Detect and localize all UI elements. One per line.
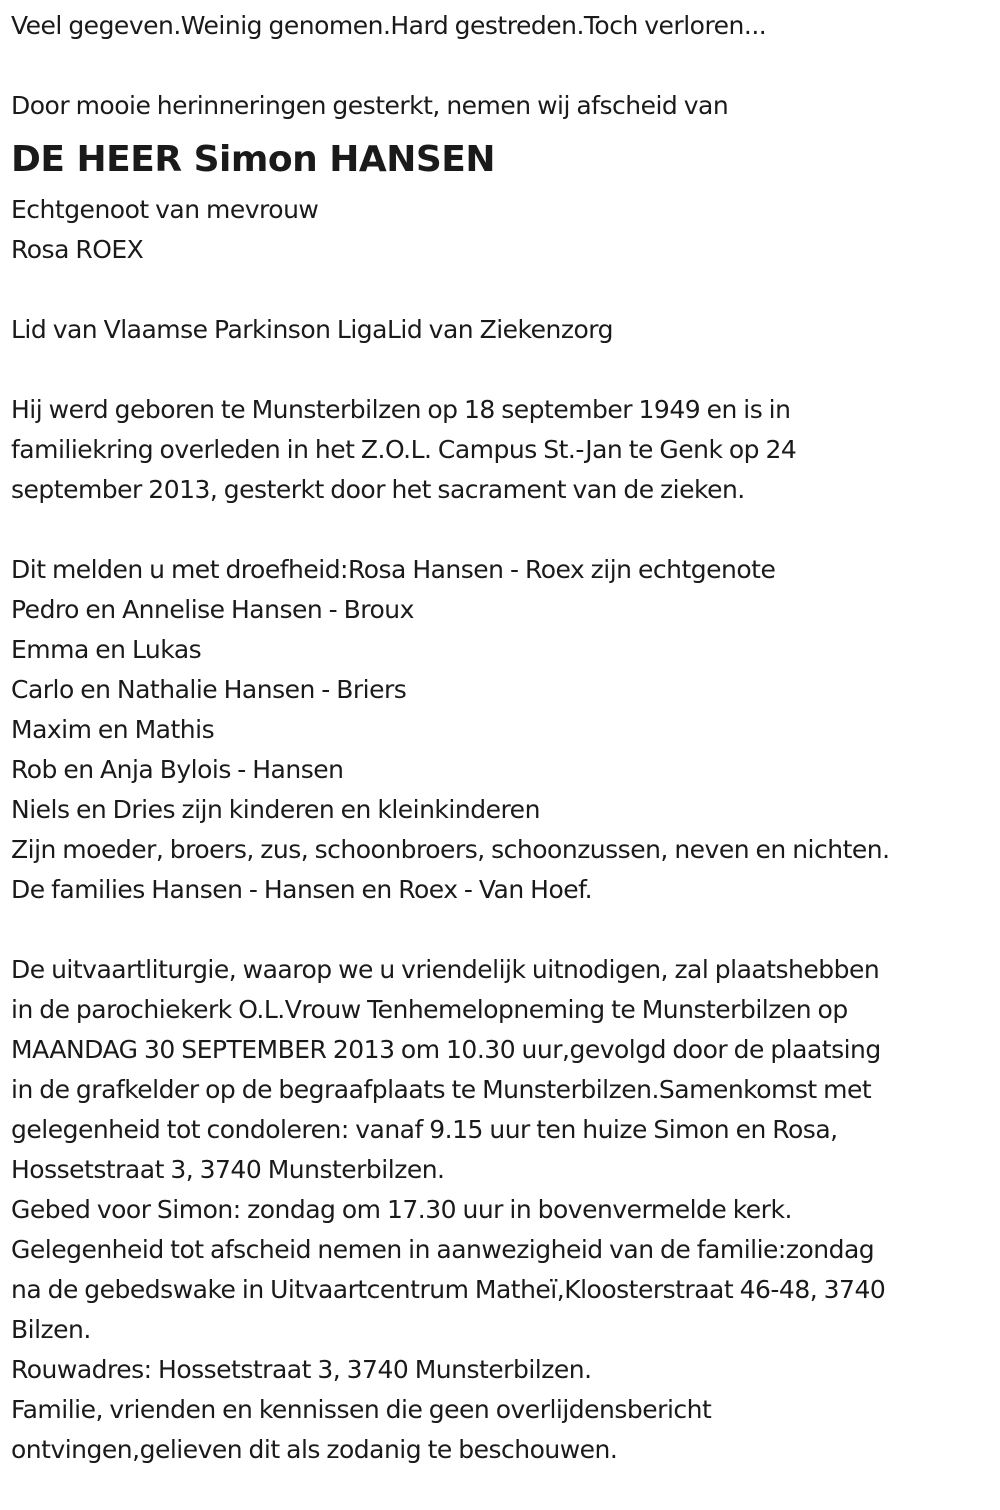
- memberships: Lid van Vlaamse Parkinson LigaLid van Ziekenzorg: [11, 315, 613, 344]
- funeral-line: Gebed voor Simon: zondag om 17.30 uur in bovenvermelde kerk.: [11, 1195, 792, 1224]
- paragraph-line: Hij werd geboren te Munsterbilzen op 18 september 1949 en is in: [11, 395, 791, 424]
- mourner-line: Pedro en Annelise Hansen - Broux: [11, 595, 414, 624]
- farewell-line: Door mooie herinneringen gesterkt, nemen wij afscheid van: [11, 91, 729, 120]
- mourner-line: De families Hansen - Hansen en Roex - Van Hoef.: [11, 875, 593, 904]
- spacer: [11, 350, 996, 390]
- funeral-line: MAANDAG 30 SEPTEMBER 2013 om 10.30 uur,gevolgd door de plaatsing: [11, 1035, 881, 1064]
- mourner-line: Rob en Anja Bylois - Hansen: [11, 755, 344, 784]
- mourner-line: Zijn moeder, broers, zus, schoonbroers, schoonzussen, neven en nichten.: [11, 835, 890, 864]
- birth-death-paragraph: [11, 390, 996, 510]
- funeral-line: ontvingen,gelieven dit als zodanig te beschouwen.: [11, 1435, 618, 1464]
- spacer: [11, 510, 996, 550]
- mourner-line: Maxim en Mathis: [11, 715, 215, 744]
- obituary-notice: [11, 6, 996, 1470]
- mourner-line: Dit melden u met droefheid:Rosa Hansen - Roex zijn echtgenote: [11, 555, 776, 584]
- paragraph-line: september 2013, gesterkt door het sacrament van de zieken.: [11, 475, 745, 504]
- mourner-line: Carlo en Nathalie Hansen - Briers: [11, 675, 407, 704]
- mourners-list: [11, 550, 996, 910]
- motto: Veel gegeven.Weinig genomen.Hard gestreden.Toch verloren...: [11, 11, 767, 40]
- spouse-line: Echtgenoot van mevrouw: [11, 195, 319, 224]
- deceased-name: DE HEER Simon HANSEN: [11, 139, 496, 180]
- spacer: [11, 46, 996, 86]
- funeral-line: Familie, vrienden en kennissen die geen overlijdensbericht: [11, 1395, 712, 1424]
- funeral-line: Hossetstraat 3, 3740 Munsterbilzen.: [11, 1155, 445, 1184]
- funeral-line: Bilzen.: [11, 1315, 91, 1344]
- funeral-line: in de parochiekerk O.L.Vrouw Tenhemelopneming te Munsterbilzen op: [11, 995, 848, 1024]
- mourner-line: Niels en Dries zijn kinderen en kleinkinderen: [11, 795, 540, 824]
- funeral-line: in de grafkelder op de begraafplaats te Munsterbilzen.Samenkomst met: [11, 1075, 872, 1104]
- funeral-line: na de gebedswake in Uitvaartcentrum Matheï,Kloosterstraat 46-48, 3740: [11, 1275, 886, 1304]
- funeral-line: De uitvaartliturgie, waarop we u vriendelijk uitnodigen, zal plaatshebben: [11, 955, 880, 984]
- funeral-line: Rouwadres: Hossetstraat 3, 3740 Munsterbilzen.: [11, 1355, 592, 1384]
- paragraph-line: familiekring overleden in het Z.O.L. Campus St.-Jan te Genk op 24: [11, 435, 797, 464]
- spacer: [11, 270, 996, 310]
- funeral-details: [11, 950, 996, 1470]
- spouse-name: Rosa ROEX: [11, 235, 144, 264]
- funeral-line: gelegenheid tot condoleren: vanaf 9.15 uur ten huize Simon en Rosa,: [11, 1115, 838, 1144]
- funeral-line: Gelegenheid tot afscheid nemen in aanwezigheid van de familie:zondag: [11, 1235, 875, 1264]
- mourner-line: Emma en Lukas: [11, 635, 202, 664]
- spacer: [11, 910, 996, 950]
